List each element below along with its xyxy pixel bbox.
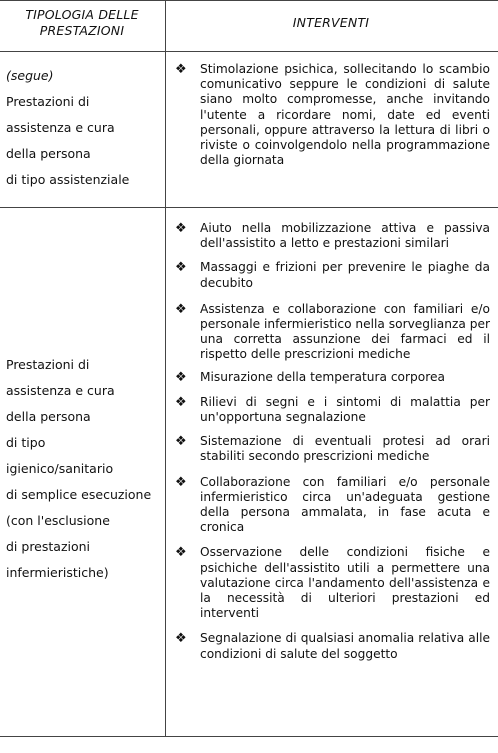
list-item — [172, 302, 490, 363]
list-item — [172, 370, 490, 385]
row1-category-line: assistenza e cura — [6, 120, 115, 135]
row2-category-line: infermieristiche) — [6, 565, 109, 580]
list-item-text: Segnalazione di qualsiasi anomalia relativa alle condizioni di salute del soggetto — [200, 631, 490, 661]
row2-category-line: di prestazioni — [6, 539, 91, 554]
row2-category-line: assistenza e cura — [6, 383, 115, 398]
diamond-bullet-icon: ❖ — [175, 394, 187, 410]
list-item — [172, 395, 490, 425]
diamond-bullet-icon: ❖ — [175, 62, 187, 77]
row1-interventions-list — [172, 62, 490, 168]
list-item-text: Massaggi e frizioni per prevenire le piaghe da decubito — [200, 260, 490, 290]
row2-category-line: della persona — [6, 409, 91, 424]
list-item — [172, 475, 490, 536]
list-item-text: Stimolazione psichica, sollecitando lo scambio comunicativo seppure le condizioni di salute siano molto compromesse, anche invitando l'utente a ricordare nomi, date ed eventi personali, oppure attraverso la lettura di libri o riviste o coinvolgendolo nella programmazione della giornata — [200, 62, 490, 168]
header-typology — [4, 7, 160, 39]
row2-interventions-list — [172, 221, 490, 662]
list-item — [172, 260, 490, 290]
table-bottom-rule — [0, 736, 498, 737]
list-item-text: Assistenza e collaborazione con familiari e/o personale infermieristico nella sorveglianza per una corretta assunzione dei farmaci ed il rispetto delle prescrizioni mediche — [200, 301, 490, 362]
table-top-rule — [0, 0, 498, 1]
column-divider — [165, 0, 166, 736]
row-divider-rule — [0, 207, 498, 208]
list-item-text: Rilievi di segni e i sintomi di malattia per un'opportuna segnalazione — [200, 394, 490, 425]
header-typology-line2: PRESTAZIONI — [39, 23, 125, 38]
header-typology-line1: TIPOLOGIA DELLE — [25, 7, 139, 22]
list-item-text: Osservazione delle condizioni fisiche e psichiche dell'assistito utili a permettere una valutazione circa l'andamento dell'assistenza e la necessità di ulteriori prestazioni ed interventi — [200, 545, 490, 621]
header-interventions: INTERVENTI — [292, 15, 370, 30]
diamond-bullet-icon: ❖ — [175, 301, 187, 317]
diamond-bullet-icon: ❖ — [175, 260, 187, 276]
list-item — [172, 545, 490, 621]
list-item-text: Sistemazione di eventuali protesi ad orari stabiliti secondo prescrizioni mediche — [200, 434, 490, 464]
list-item — [172, 62, 490, 168]
row2-category — [6, 352, 162, 586]
row1-category-line: della persona — [6, 146, 91, 161]
diamond-bullet-icon: ❖ — [175, 434, 187, 450]
list-item-text: Misurazione della temperatura corporea — [200, 369, 445, 384]
row2-category-line: di tipo — [6, 435, 46, 450]
diamond-bullet-icon: ❖ — [175, 631, 187, 647]
row2-category-line: igienico/sanitario — [6, 461, 114, 476]
row1-category-line: di tipo assistenziale — [6, 172, 130, 187]
diamond-bullet-icon: ❖ — [175, 221, 187, 236]
list-item — [172, 221, 490, 251]
row1-category-line: (segue) — [6, 68, 54, 83]
header-bottom-rule — [0, 51, 498, 52]
diamond-bullet-icon: ❖ — [175, 369, 187, 385]
row2-category-line: (con l'esclusione — [6, 513, 110, 528]
row2-category-line: Prestazioni di — [6, 357, 90, 372]
row1-category-line: Prestazioni di — [6, 94, 90, 109]
list-item — [172, 434, 490, 464]
diamond-bullet-icon: ❖ — [175, 474, 187, 490]
row2-category-line: di semplice esecuzione — [6, 487, 152, 502]
list-item-text: Aiuto nella mobilizzazione attiva e passiva dell'assistito a letto e prestazioni similari — [200, 221, 490, 251]
list-item-text: Collaborazione con familiari e/o personale infermieristico circa un'adeguata gestione della persona ammalata, in fase acuta e cronica — [200, 474, 490, 535]
row1-category — [6, 63, 162, 193]
list-item — [172, 631, 490, 661]
diamond-bullet-icon: ❖ — [175, 545, 187, 561]
